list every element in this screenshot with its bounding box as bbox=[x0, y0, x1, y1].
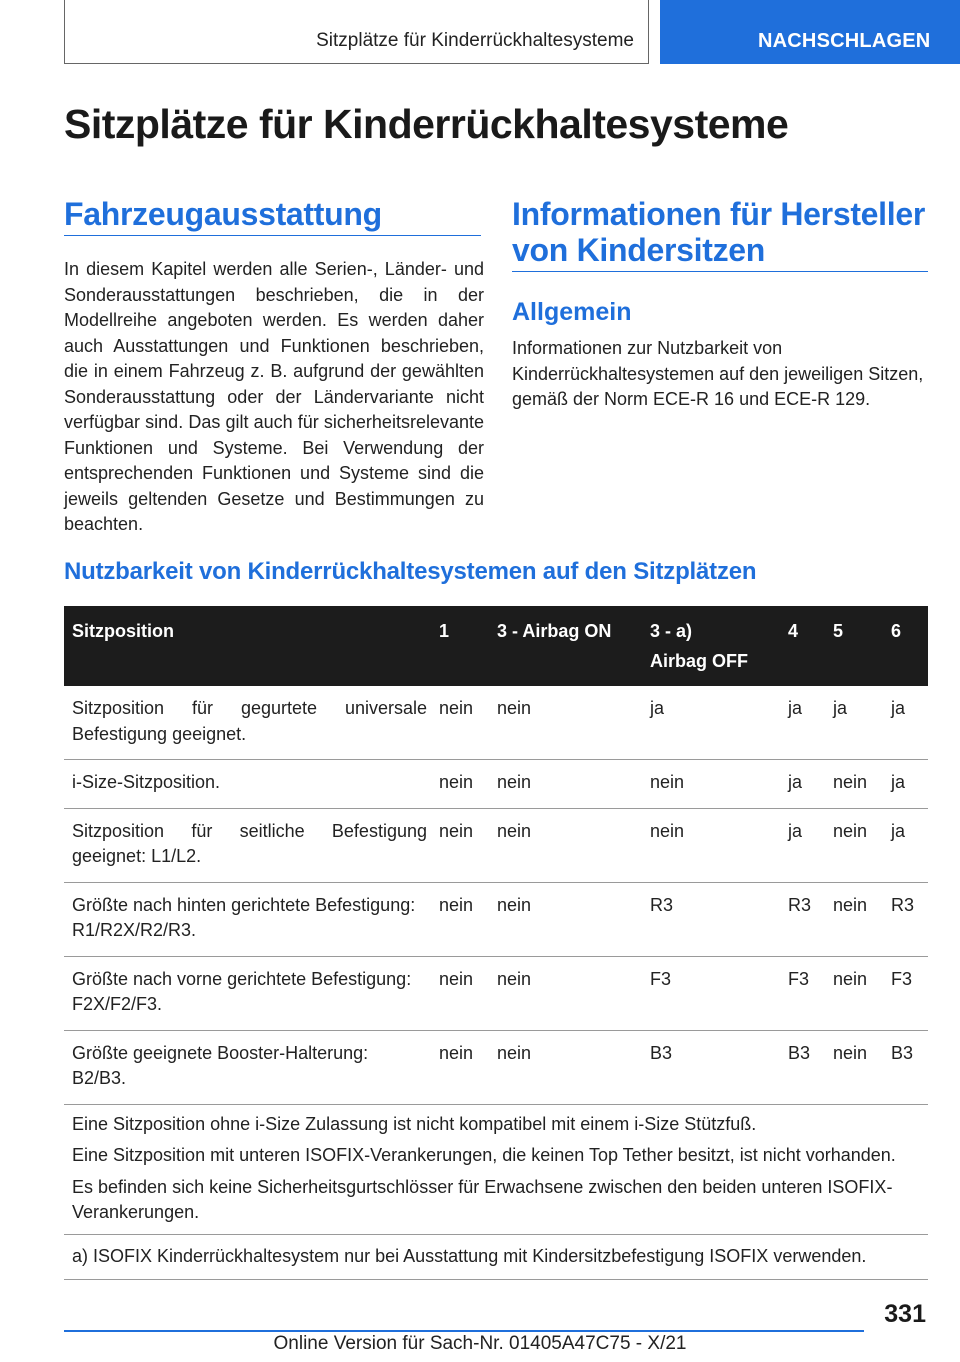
col-header-1: 1 bbox=[431, 606, 489, 686]
table-cell: ja bbox=[883, 808, 928, 882]
paragraph-fahrzeugausstattung: In diesem Kapitel werden alle Serien-, Länder- und Sonderausstattungen beschrieben, die in der Modellreihe angeboten werden. Es werden daher auch Ausstattungen und Funktionen beschrieben, die in einem Fahrzeug z. B. aufgrund der gewählten Sonderausstattung oder der Ländervariante nicht verfügbar sind. Das gilt auch für sicherheitsrelevante Funktionen und Systeme. Bei Verwendung der entsprechenden Funktionen und Systeme sind die jeweils geltenden Gesetze und Bestimmungen zu beachten. bbox=[64, 259, 484, 534]
seat-availability-table bbox=[64, 606, 928, 1280]
col-header-sitzposition: Sitzposition bbox=[64, 606, 431, 686]
table-row bbox=[64, 760, 928, 809]
table-cell: nein bbox=[825, 882, 883, 956]
table-cell: nein bbox=[431, 686, 489, 760]
page-title: Sitzplätze für Kinderrückhaltesysteme bbox=[64, 101, 789, 147]
table-cell: ja bbox=[780, 760, 825, 809]
table-cell: F3 bbox=[642, 956, 780, 1030]
heading-line-2: von Kindersitzen bbox=[512, 232, 766, 268]
table-cell: ja bbox=[780, 808, 825, 882]
table-header-row bbox=[64, 606, 928, 686]
table-cell: nein bbox=[642, 760, 780, 809]
table-cell: B3 bbox=[642, 1030, 780, 1104]
header-chapter-box bbox=[64, 0, 649, 64]
col-header-3-line-2: Airbag OFF bbox=[650, 651, 748, 671]
table-cell: nein bbox=[489, 882, 642, 956]
table-cell: ja bbox=[883, 686, 928, 760]
table-cell: B3 bbox=[883, 1030, 928, 1104]
col-header-5: 5 bbox=[825, 606, 883, 686]
table-cell: R3 bbox=[883, 882, 928, 956]
col-header-3-airbag-off bbox=[642, 606, 780, 686]
table-cell: R3 bbox=[642, 882, 780, 956]
table-cell: nein bbox=[431, 760, 489, 809]
footer-text: Online Version für Sach-Nr. 01405A47C75 - X/21 bbox=[273, 1333, 687, 1354]
table-notes-row bbox=[64, 1104, 928, 1234]
table-cell: nein bbox=[489, 760, 642, 809]
header-chapter-title: Sitzplätze für Kinderrückhaltesysteme bbox=[316, 30, 634, 51]
table-cell: Größte nach vorne gerichtete Befestigung: F2X/F2/F3. bbox=[64, 956, 431, 1030]
col-header-3-airbag-on: 3 - Airbag ON bbox=[489, 606, 642, 686]
heading-rule-left bbox=[64, 235, 481, 236]
page-number: 331 bbox=[884, 1300, 926, 1328]
col-header-6: 6 bbox=[883, 606, 928, 686]
header-section-tab-label: NACHSCHLAGEN bbox=[758, 30, 931, 52]
heading-line-1: Informationen für Hersteller bbox=[512, 196, 926, 232]
table-cell: nein bbox=[489, 956, 642, 1030]
table-cell: nein bbox=[825, 760, 883, 809]
table-cell: ja bbox=[642, 686, 780, 760]
table-row bbox=[64, 882, 928, 956]
table-row bbox=[64, 808, 928, 882]
table-cell: nein bbox=[431, 808, 489, 882]
table-note: Eine Sitzposition ohne i-Size Zulassung ist nicht kompatibel mit einem i-Size Stützfuß. bbox=[72, 1113, 757, 1134]
table-cell: i-Size-Sitzposition. bbox=[64, 760, 431, 809]
table-cell: ja bbox=[780, 686, 825, 760]
heading-rule-right bbox=[512, 271, 928, 272]
table-cell: F3 bbox=[883, 956, 928, 1030]
col-header-4: 4 bbox=[780, 606, 825, 686]
table-cell: nein bbox=[489, 1030, 642, 1104]
table-row bbox=[64, 1030, 928, 1104]
col-header-3-line-1: 3 - a) bbox=[650, 621, 693, 641]
table-cell: nein bbox=[431, 882, 489, 956]
table-cell: Größte nach hinten gerichtete Befestigung: R1/R2X/R2/R3. bbox=[64, 882, 431, 956]
table-cell: Größte geeignete Booster-Halterung: B2/B3. bbox=[64, 1030, 431, 1104]
table-footnote-row bbox=[64, 1234, 928, 1280]
table-cell: B3 bbox=[780, 1030, 825, 1104]
table-cell: ja bbox=[883, 760, 928, 809]
table-cell: Sitzposition für seitliche Befestigung geeignet: L1/L2. bbox=[64, 808, 431, 882]
table-cell: nein bbox=[825, 956, 883, 1030]
table-cell: nein bbox=[489, 686, 642, 760]
table-cell: nein bbox=[642, 808, 780, 882]
table-cell: nein bbox=[825, 1030, 883, 1104]
table-cell: nein bbox=[489, 808, 642, 882]
table-row bbox=[64, 956, 928, 1030]
subheading-allgemein: Allgemein bbox=[512, 298, 632, 326]
paragraph-allgemein: Informationen zur Nutzbarkeit von Kinderrückhaltesystemen auf den jeweiligen Sitzen, gemäß der Norm ECE-R 16 und ECE-R 129. bbox=[512, 338, 924, 409]
table-cell: ja bbox=[825, 686, 883, 760]
table-footnote: a) ISOFIX Kinderrückhaltesystem nur bei Ausstattung mit Kindersitzbefestigung ISOFIX verwenden. bbox=[64, 1234, 928, 1280]
heading-fahrzeugausstattung: Fahrzeugausstattung bbox=[64, 196, 382, 232]
table-cell: Sitzposition für gegurtete universale Befestigung geeignet. bbox=[64, 686, 431, 760]
footer-rule bbox=[64, 1330, 864, 1332]
header-section-tab[interactable] bbox=[660, 0, 960, 64]
table-notes bbox=[64, 1104, 928, 1234]
table-heading: Nutzbarkeit von Kinderrückhaltesystemen auf den Sitzplätzen bbox=[64, 558, 757, 585]
table-cell: nein bbox=[825, 808, 883, 882]
table-cell: nein bbox=[431, 1030, 489, 1104]
table-cell: F3 bbox=[780, 956, 825, 1030]
table-cell: R3 bbox=[780, 882, 825, 956]
heading-informationen-hersteller bbox=[512, 196, 952, 268]
table-row bbox=[64, 686, 928, 760]
table-note: Es befinden sich keine Sicherheitsgurtschlösser für Erwachsene zwischen den beiden unteren ISOFIX-Verankerungen. bbox=[72, 1176, 893, 1222]
table-cell: nein bbox=[431, 956, 489, 1030]
table-note: Eine Sitzposition mit unteren ISOFIX-Verankerungen, die keinen Top Tether besitzt, ist nicht vorhanden. bbox=[72, 1145, 896, 1165]
